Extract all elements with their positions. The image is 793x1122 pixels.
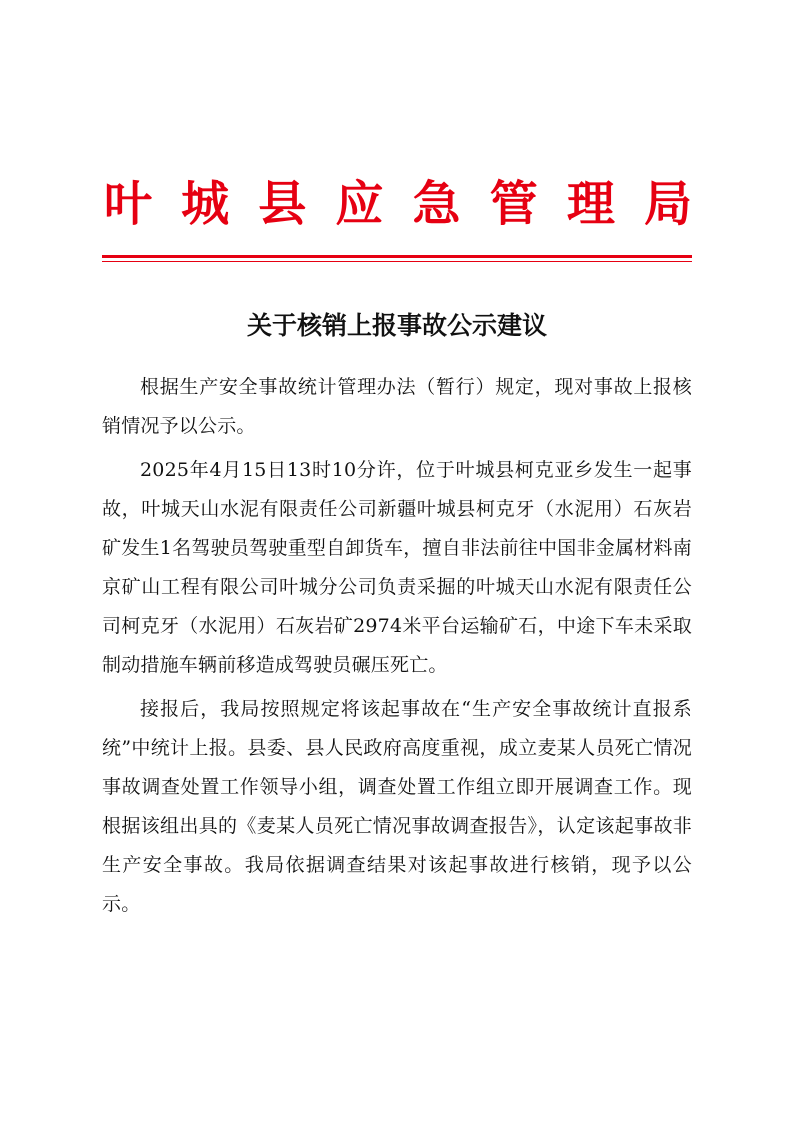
document-title: 关于核销上报事故公示建议 <box>246 311 547 340</box>
letterhead-char: 管 <box>489 176 538 232</box>
body-paragraph: 根据生产安全事故统计管理办法（暂行）规定，现对事故上报核销情况予以公示。 <box>102 376 692 437</box>
letterhead-divider-thick <box>102 255 692 258</box>
letterhead-title <box>100 172 696 236</box>
letterhead-char: 局 <box>643 176 692 232</box>
letterhead-char: 应 <box>335 176 384 232</box>
document-body <box>102 368 692 929</box>
letterhead-char: 叶 <box>103 176 152 232</box>
body-paragraph: 接报后，我局按照规定将该起事故在“生产安全事故统计直报系统”中统计上报。县委、县人民政府高度重视，成立麦某人员死亡情况事故调查处置工作领导小组，调查处置工作组立即开展调查工作。现根据该组出具的《麦某人员死亡情况事故调查报告》，认定该起事故非生产安全事故。我局依据调查结果对该起事故进行核销，现予以公示。 <box>102 698 692 915</box>
letterhead-char: 急 <box>412 176 461 232</box>
letterhead-char: 城 <box>181 176 230 232</box>
letterhead-divider-thin <box>102 261 692 262</box>
letterhead-char: 理 <box>566 176 615 232</box>
letterhead-char: 县 <box>258 176 307 232</box>
body-paragraph: 2025年4月15日13时10分许，位于叶城县柯克亚乡发生一起事故，叶城天山水泥有限责任公司新疆叶城县柯克牙（水泥用）石灰岩矿发生1名驾驶员驾驶重型自卸货车，擅自非法前往中国非金属材料南京矿山工程有限公司叶城分公司负责采掘的叶城天山水泥有限责任公司柯克牙（水泥用）石灰岩矿2974米平台运输矿石，中途下车未采取制动措施车辆前移造成驾驶员碾压死亡。 <box>102 459 692 676</box>
